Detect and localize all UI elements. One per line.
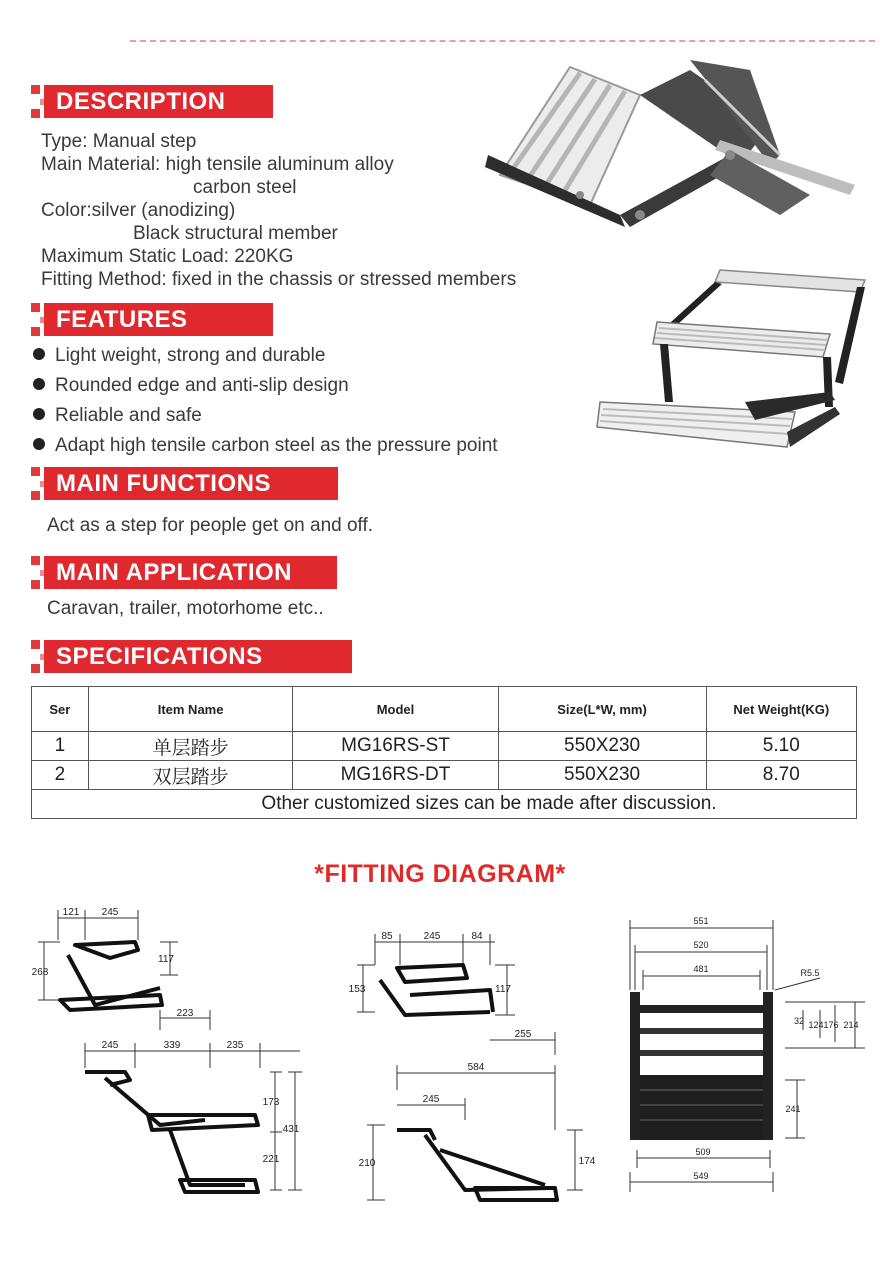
side-view-diagram-left — [30, 900, 305, 1210]
col-size: Size(L*W, mm) — [498, 687, 706, 732]
dim-label: 153 — [348, 984, 366, 995]
dim-label: 431 — [282, 1124, 300, 1135]
dim-label: 84 — [471, 931, 483, 942]
desc-material: Main Material: high tensile aluminum alloy — [41, 154, 394, 175]
fitting-diagram-title: *FITTING DIAGRAM* — [314, 860, 566, 888]
dim-label: 245 — [423, 931, 441, 942]
table-note: Other customized sizes can be made after discussion. — [32, 790, 857, 819]
col-model: Model — [293, 687, 498, 732]
dim-label: 520 — [693, 940, 709, 950]
dim-label: 549 — [693, 1171, 709, 1181]
cell-size: 550X230 — [498, 732, 706, 761]
cell-ser: 2 — [32, 761, 89, 790]
dim-label: 221 — [262, 1154, 280, 1165]
main-application-heading: MAIN APPLICATION — [31, 556, 331, 589]
dim-label: 85 — [381, 931, 393, 942]
dim-label: 32 — [793, 1016, 805, 1026]
features-heading: FEATURES — [31, 303, 261, 336]
feature-item: Reliable and safe — [33, 405, 202, 427]
dim-label: 245 — [101, 907, 119, 918]
dim-label: 214 — [843, 1020, 859, 1030]
top-dashed-line — [130, 40, 875, 42]
dim-label: 245 — [101, 1040, 119, 1051]
cell-model: MG16RS-ST — [293, 732, 498, 761]
dim-label: 245 — [422, 1094, 440, 1105]
dim-label: 173 — [262, 1097, 280, 1108]
col-ser: Ser — [32, 687, 89, 732]
cell-item-name: 双层踏步 — [88, 761, 293, 790]
dim-label: 235 — [226, 1040, 244, 1051]
dim-label: R5.5 — [800, 968, 820, 978]
description-heading: DESCRIPTION — [31, 85, 261, 118]
dim-label: 117 — [495, 984, 511, 995]
desc-fitting: Fitting Method: fixed in the chassis or stressed members — [41, 269, 517, 290]
col-item-name: Item Name — [88, 687, 293, 732]
desc-load: Maximum Static Load: 220KG — [41, 246, 294, 267]
cell-net-weight: 8.70 — [706, 761, 856, 790]
desc-material-2: carbon steel — [193, 177, 297, 198]
dim-label: 117 — [158, 954, 174, 965]
front-view-diagram-right — [615, 910, 865, 1200]
dim-label: 241 — [785, 1104, 801, 1114]
dim-label: 481 — [693, 964, 709, 974]
cell-model: MG16RS-DT — [293, 761, 498, 790]
feature-item: Adapt high tensile carbon steel as the pressure point — [33, 435, 498, 457]
single-step-product-image — [480, 55, 865, 240]
dim-label: 176 — [823, 1020, 839, 1030]
dim-label: 174 — [578, 1156, 595, 1167]
feature-item: Rounded edge and anti-slip design — [33, 375, 349, 397]
feature-item: Light weight, strong and durable — [33, 345, 325, 367]
dim-label: 339 — [163, 1040, 181, 1051]
desc-color-2: Black structural member — [133, 223, 338, 244]
specifications-heading: SPECIFICATIONS — [31, 640, 346, 673]
specifications-table — [31, 686, 857, 819]
main-functions-text: Act as a step for people get on and off. — [47, 515, 374, 536]
cell-size: 550X230 — [498, 761, 706, 790]
dim-label: 223 — [176, 1008, 194, 1019]
table-header-row — [32, 687, 857, 732]
dim-label: 584 — [467, 1062, 485, 1073]
dim-label: 121 — [62, 907, 80, 918]
desc-color: Color:silver (anodizing) — [41, 200, 236, 221]
main-functions-heading: MAIN FUNCTIONS — [31, 467, 331, 500]
side-view-diagram-middle — [345, 920, 595, 1210]
table-row — [32, 761, 857, 790]
table-note-row — [32, 790, 857, 819]
table-row — [32, 732, 857, 761]
main-application-text: Caravan, trailer, motorhome etc.. — [47, 598, 324, 619]
cell-ser: 1 — [32, 732, 89, 761]
dim-label: 268 — [31, 967, 49, 978]
cell-item-name: 单层踏步 — [88, 732, 293, 761]
col-net-weight: Net Weight(KG) — [706, 687, 856, 732]
desc-type: Type: Manual step — [41, 131, 197, 152]
double-step-product-image — [595, 262, 870, 467]
dim-label: 255 — [514, 1029, 532, 1040]
dim-label: 124 — [808, 1020, 824, 1030]
cell-net-weight: 5.10 — [706, 732, 856, 761]
dim-label: 551 — [693, 916, 709, 926]
dim-label: 210 — [358, 1158, 376, 1169]
dim-label: 509 — [695, 1147, 711, 1157]
